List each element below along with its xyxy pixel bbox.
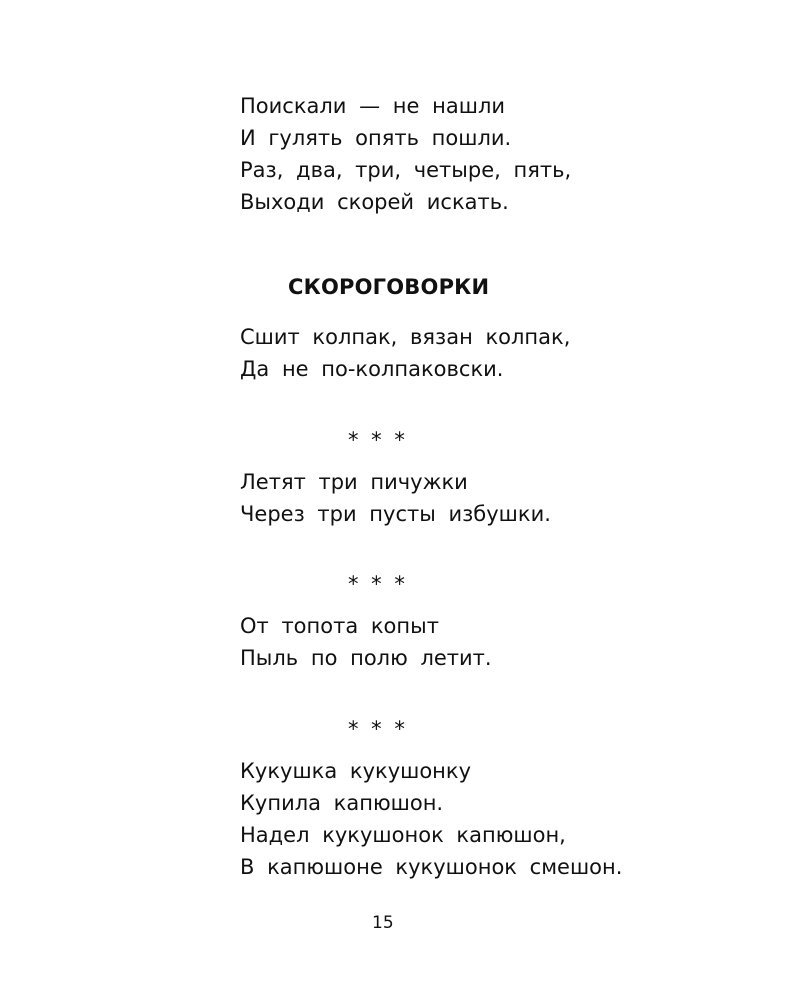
poem-line: Поискали — не нашли	[240, 94, 506, 118]
separator-stars: * * *	[348, 428, 405, 452]
twister-line: В капюшоне кукушонок смешон.	[240, 855, 623, 879]
twister-line: Через три пусты избушки.	[240, 502, 551, 526]
twister-line: Летят три пичужки	[240, 470, 468, 494]
poem-ending	[240, 90, 571, 218]
twister-line: Надел кукушонок капюшон,	[240, 823, 566, 847]
twister-line: От топота копыт	[240, 614, 439, 638]
twister-line: Да не по-колпаковски.	[240, 357, 504, 381]
page-number: 15	[372, 913, 394, 933]
tongue-twister-3	[240, 610, 492, 674]
separator-stars: * * *	[348, 717, 405, 741]
poem-line: И гулять опять пошли.	[240, 126, 512, 150]
separator-stars: * * *	[348, 572, 405, 596]
tongue-twister-2	[240, 466, 551, 530]
tongue-twister-1	[240, 321, 570, 385]
section-title: СКОРОГОВОРКИ	[288, 275, 490, 299]
twister-line: Сшит колпак, вязан колпак,	[240, 325, 571, 349]
twister-line: Кукушка кукушонку	[240, 759, 472, 783]
poem-line: Раз, два, три, четыре, пять,	[240, 158, 572, 182]
twister-line: Купила капюшон.	[240, 791, 444, 815]
twister-line: Пыль по полю летит.	[240, 646, 492, 670]
poem-line: Выходи скорей искать.	[240, 190, 509, 214]
tongue-twister-4	[240, 755, 622, 883]
